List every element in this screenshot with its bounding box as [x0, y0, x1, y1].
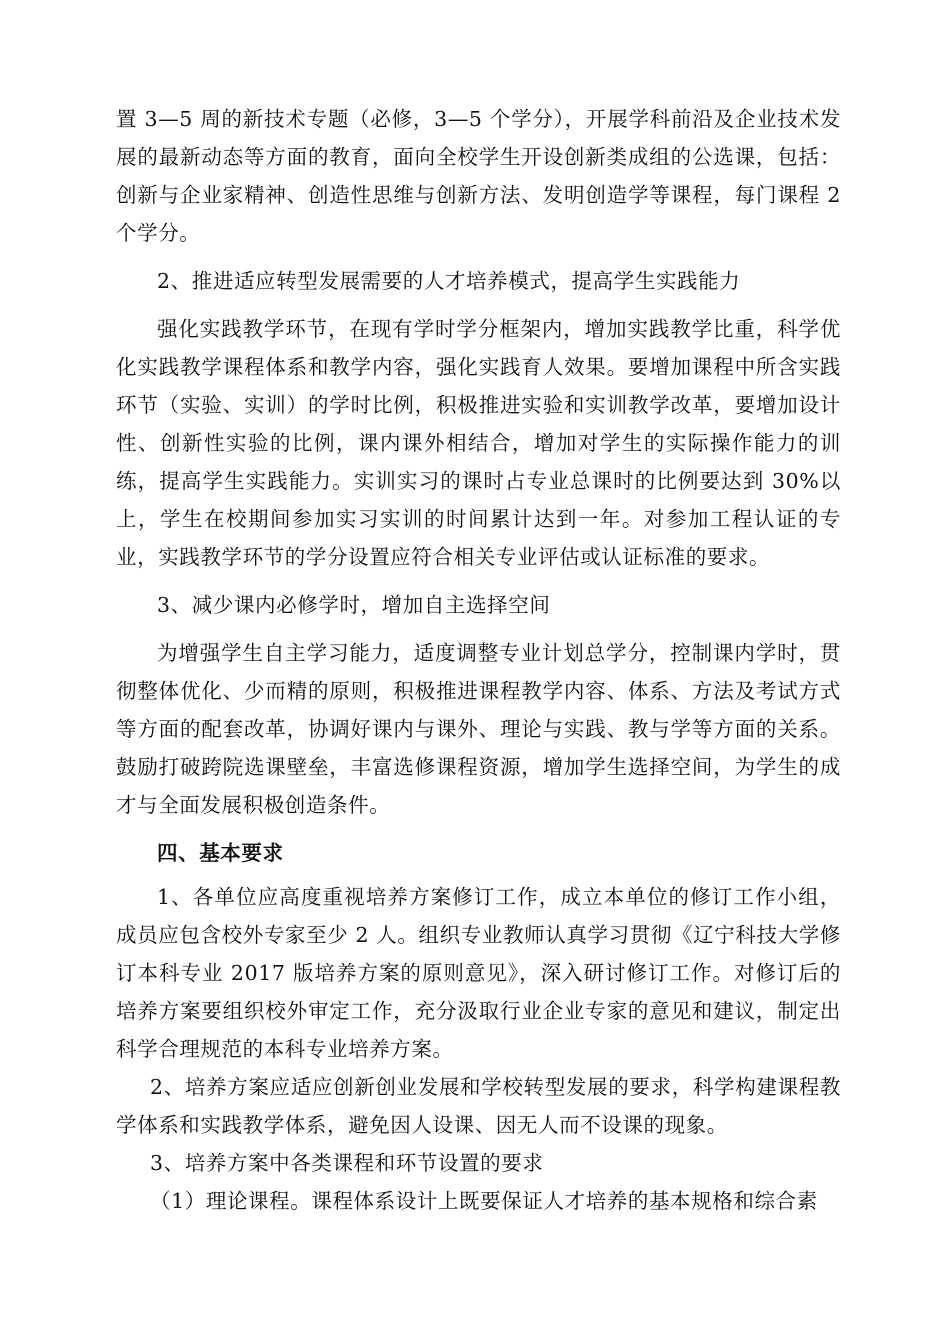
paragraph-requirement-2: 2、培养方案应适应创新创业发展和学校转型发展的要求，科学构建课程教学体系和实践教学体系，避免因人设课、因无人而不设课的现象。	[116, 1075, 841, 1137]
paragraph-requirement-1: 1、各单位应高度重视培养方案修订工作，成立本单位的修订工作小组，成员应包含校外专家至少 2 人。组织专业教师认真学习贯彻《辽宁科技大学修订本科专业 2017 版培养方案的原则意见》，深入研讨修订工作。对修订后的培养方案要组织校外审定工作，充分汲取行业企业专家的意见和建议，制定出科学合理规范的本科专业培养方案。	[116, 885, 841, 1061]
subheading-practice-ability: 2、推进适应转型发展需要的人才培养模式，提高学生实践能力	[157, 269, 741, 293]
paragraph-requirement-3: 3、培养方案中各类课程和环节设置的要求	[150, 1151, 544, 1175]
subheading-reduce-required-hours: 3、减少课内必修学时，增加自主选择空间	[157, 593, 551, 617]
paragraph-practice-teaching: 强化实践教学环节，在现有学时学分框架内，增加实践教学比重，科学优化实践教学课程体系和教学内容，强化实践育人效果。要增加课程中所含实践环节（实验、实训）的学时比例，积极推进实验和实训教学改革，要增加设计性、创新性实验的比例，课内课外相结合，增加对学生的实际操作能力的训练，提高学生实践能力。实训实习的课时占专业总课时的比例要达到 30%以上，学生在校期间参加实习实训的时间累计达到一年。对参加工程认证的专业，实践教学环节的学分设置应符合相关专业评估或认证标准的要求。	[116, 317, 841, 569]
section-heading-basic-requirements: 四、基本要求	[157, 841, 284, 865]
paragraph-continuation: 置 3—5 周的新技术专题（必修，3—5 个学分），开展学科前沿及企业技术发展的最新动态等方面的教育，面向全校学生开设创新类成组的公选课，包括：创新与企业家精神、创造性思维与创新方法、发明创造学等课程，每门课程 2 个学分。	[116, 107, 841, 245]
paragraph-requirement-3-1: （1）理论课程。课程体系设计上既要保证人才培养的基本规格和综合素	[150, 1189, 818, 1213]
document-body	[116, 100, 841, 1220]
paragraph-autonomous-learning: 为增强学生自主学习能力，适度调整专业计划总学分，控制课内学时，贯彻整体优化、少而精的原则，积极推进课程教学内容、体系、方法及考试方式等方面的配套改革，协调好课内与课外、理论与实践、教与学等方面的关系。鼓励打破跨院选课壁垒，丰富选修课程资源，增加学生选择空间，为学生的成才与全面发展积极创造条件。	[116, 641, 841, 817]
